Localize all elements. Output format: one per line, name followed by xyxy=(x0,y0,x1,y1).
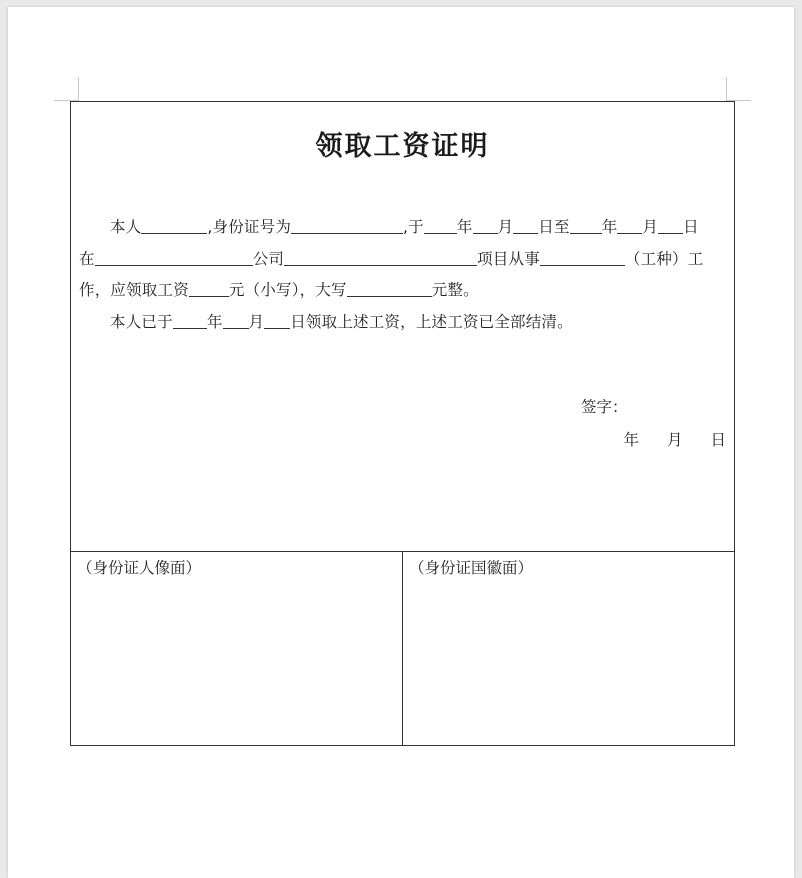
end-day-blank[interactable] xyxy=(658,216,683,234)
amount-digits-blank[interactable] xyxy=(189,279,229,297)
margin-mark xyxy=(726,77,727,101)
start-year-blank[interactable] xyxy=(424,216,457,234)
id-portrait-label: （身份证人像面） xyxy=(77,559,202,577)
signature-date xyxy=(623,428,726,450)
job-type-blank[interactable] xyxy=(540,248,625,266)
date-month-label: 月 xyxy=(666,431,683,449)
id-emblem-label: （身份证国徽面） xyxy=(409,559,534,577)
received-day-blank[interactable] xyxy=(264,311,290,329)
name-blank[interactable] xyxy=(141,216,207,234)
project-blank[interactable] xyxy=(284,248,477,266)
company-blank[interactable] xyxy=(95,248,253,266)
id-portrait-cell[interactable] xyxy=(71,552,403,745)
amount-words-blank[interactable] xyxy=(347,279,432,297)
received-month-blank[interactable] xyxy=(223,311,249,329)
id-number-blank[interactable] xyxy=(291,216,403,234)
start-month-blank[interactable] xyxy=(473,216,498,234)
signature-label: 签字： xyxy=(581,398,628,416)
date-year-label: 年 xyxy=(623,431,639,449)
date-day-label: 日 xyxy=(710,431,726,449)
certificate-table xyxy=(70,101,735,746)
document-page xyxy=(8,7,794,878)
certificate-paragraph xyxy=(79,212,726,338)
received-year-blank[interactable] xyxy=(173,311,207,329)
document-title: 领取工资证明 xyxy=(315,131,490,162)
start-day-blank[interactable] xyxy=(513,216,538,234)
id-emblem-cell[interactable] xyxy=(403,552,734,745)
paragraph-line-4: 本人已于 年 月 日领取上述工资，上述工资已全部结清。 xyxy=(110,312,573,331)
certificate-body-cell[interactable] xyxy=(71,102,734,552)
paragraph-line-3: 作，应领取工资 元（小写），大写 元整。 xyxy=(79,281,479,299)
paragraph-line-2: 在 公司 项目从事 （工种）工 xyxy=(79,249,704,268)
end-year-blank[interactable] xyxy=(570,216,602,234)
margin-mark xyxy=(78,77,79,101)
paragraph-line-1: 本人 ,身份证号为 ,于 年 月 日至 年 月 日 xyxy=(110,218,699,236)
end-month-blank[interactable] xyxy=(617,216,642,234)
id-card-row xyxy=(71,552,734,745)
